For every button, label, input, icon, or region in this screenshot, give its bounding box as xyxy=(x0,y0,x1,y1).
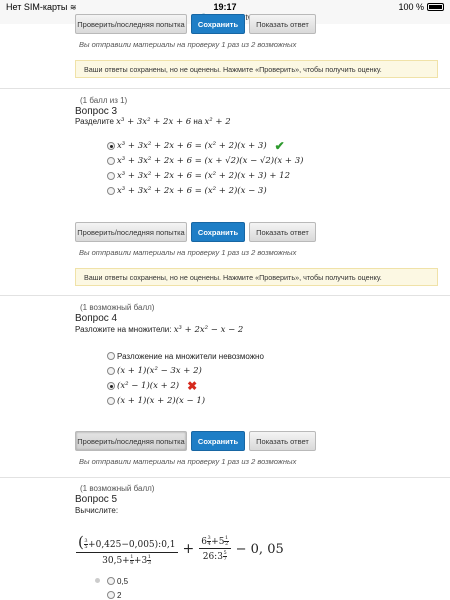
q5-prompt: Вычислите: xyxy=(75,506,119,515)
q3-check-button[interactable]: Проверить/последняя попытка xyxy=(75,222,187,242)
q3-option-4[interactable]: x³ + 3x² + 2x + 6 = (x² + 2)(x − 3) xyxy=(107,185,267,197)
q3-dividend: x³ + 3x² + 2x + 6 xyxy=(116,117,192,127)
battery-icon xyxy=(427,3,444,11)
q4-show-answer-button[interactable]: Показать ответ xyxy=(249,431,316,451)
radio-button[interactable] xyxy=(107,577,115,585)
q2-check-button[interactable]: Проверить/последняя попытка xyxy=(75,14,187,34)
q3-submission-note: Вы отправили материалы на проверку 1 раз из 2 возможных xyxy=(79,248,297,257)
q3-points: (1 балл из 1) xyxy=(80,96,128,105)
radio-button[interactable] xyxy=(107,367,115,375)
q3-option-1[interactable]: x³ + 3x² + 2x + 6 = (x² + 2)(x + 3) ✔ xyxy=(107,140,285,152)
fraction-1: ( $\frac{3}{5}$ +0,425−0,005):0,1 30,5+ $\frac{1}{6}$ +3 $\frac{1}{3}$ xyxy=(78,532,176,566)
q3-show-answer-button[interactable]: Показать ответ xyxy=(249,222,316,242)
q4-title: Вопрос 4 xyxy=(75,313,118,324)
radio-button[interactable] xyxy=(107,397,115,405)
radio-button[interactable] xyxy=(107,382,115,390)
radio-button[interactable] xyxy=(107,187,115,195)
q3-divisor: x² + 2 xyxy=(204,117,231,127)
q4-submission-note: Вы отправили материалы на проверку 1 раз из 2 возможных xyxy=(79,457,297,466)
q4-option-4[interactable]: (x + 1)(x + 2)(x − 1) xyxy=(107,395,205,407)
q3-option-3[interactable]: x³ + 3x² + 2x + 6 = (x² + 2)(x + 3) + 12 xyxy=(107,170,290,182)
wifi-icon: ≋ xyxy=(69,3,77,12)
q3-title: Вопрос 3 xyxy=(75,106,118,117)
q3-prompt: Разделите x³ + 3x² + 2x + 6 на x² + 2 xyxy=(75,117,231,127)
q4-prompt: Разложите на множители: x³ + 2x² − x − 2 xyxy=(75,325,244,335)
divider xyxy=(0,88,450,89)
q5-title: Вопрос 5 xyxy=(75,494,118,505)
q4-option-2[interactable]: (x + 1)(x² − 3x + 2) xyxy=(107,365,202,377)
fraction-2: 6 $\frac{3}{4}$ +5 $\frac{1}{2}$ 26:3 $\frac{5}{7}$ xyxy=(199,536,230,562)
q2-saved-alert: Ваши ответы сохранены, но не оценены. Нажмите «Проверить», чтобы получить оценку. xyxy=(75,60,438,78)
cross-icon: ✖ xyxy=(187,379,198,393)
radio-button[interactable] xyxy=(107,591,115,599)
q3-save-button[interactable]: Сохранить xyxy=(191,222,245,242)
radio-button[interactable] xyxy=(107,142,115,150)
q4-points: (1 возможный балл) xyxy=(80,303,155,312)
clock: 19:17 xyxy=(213,2,237,12)
q4-polynomial: x³ + 2x² − x − 2 xyxy=(173,325,244,335)
battery-percent: 100 % xyxy=(398,2,424,12)
q4-save-button[interactable]: Сохранить xyxy=(191,431,245,451)
radio-button[interactable] xyxy=(107,352,115,360)
list-bullet xyxy=(95,578,100,583)
q2-save-button[interactable]: Сохранить xyxy=(191,14,245,34)
q2-show-answer-button[interactable]: Показать ответ xyxy=(249,14,316,34)
checkmark-icon: ✔ xyxy=(274,139,285,153)
q5-option-2[interactable]: 2 xyxy=(107,589,121,600)
divider xyxy=(0,477,450,478)
q4-check-button[interactable]: Проверить/последняя попытка xyxy=(75,431,187,451)
q3-option-2[interactable]: x³ + 3x² + 2x + 6 = (x + √2)(x − √2)(x + 3) xyxy=(107,155,303,167)
q2-submission-note: Вы отправили материалы на проверку 1 раз из 2 возможных xyxy=(79,40,297,49)
q3-saved-alert: Ваши ответы сохранены, но не оценены. Нажмите «Проверить», чтобы получить оценку. xyxy=(75,268,438,286)
q5-points: (1 возможный балл) xyxy=(80,484,155,493)
divider xyxy=(0,295,450,296)
q4-option-1[interactable]: Разложение на множители невозможно xyxy=(107,350,264,362)
q4-option-3[interactable]: (x² − 1)(x + 2) ✖ xyxy=(107,380,197,392)
radio-button[interactable] xyxy=(107,157,115,165)
radio-button[interactable] xyxy=(107,172,115,180)
q5-option-1[interactable]: 0,5 xyxy=(107,575,128,587)
q5-expression: ( $\frac{3}{5}$ +0,425−0,005):0,1 30,5+ $\frac{1}{6}$ +3 $\frac{1}{3}$ + 6 $\frac{3}{4}$ +5 $\frac{1}{2}$ 26:3 $\frac{5}{7}$ − 0, 05 xyxy=(78,532,284,566)
carrier-label: Нет SIM-карты ≋ xyxy=(6,2,77,12)
